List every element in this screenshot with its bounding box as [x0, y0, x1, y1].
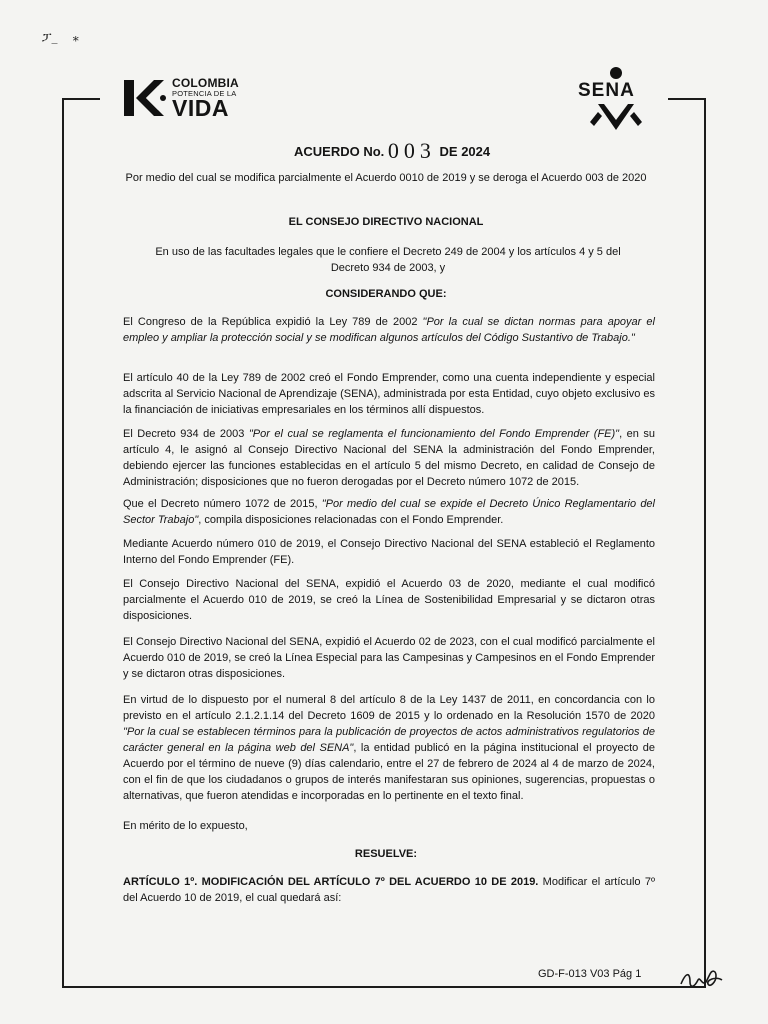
- frame-line: [704, 98, 706, 988]
- paragraph-7: El Consejo Directivo Nacional del SENA, expidió el Acuerdo 02 de 2023, con el cual modificó parcialmente el Acuerdo 010 de 2019, se creó la Línea Especial para las Campesinas y Campesinos en el Fondo Emprender y se dictaron otras disposiciones.: [123, 636, 655, 680]
- logo-text-line2: POTENCIA DE LA: [172, 89, 237, 98]
- paragraph-1: [123, 314, 655, 346]
- colombia-logo: [122, 74, 272, 124]
- footer-code: GD-F-013 V03 Pág 1: [538, 968, 642, 980]
- logo-text-line3: VIDA: [172, 95, 229, 121]
- paragraph-4: [123, 496, 655, 528]
- paragraph-5: Mediante Acuerdo número 010 de 2019, el Consejo Directivo Nacional del SENA estableció el Reglamento Interno del Fondo Emprender (FE).: [123, 538, 655, 566]
- paragraph-3: [123, 426, 655, 490]
- scan-artifact: ፓ_ ⁎: [42, 30, 79, 44]
- resuelve-heading: RESUELVE:: [354, 848, 418, 860]
- paragraph-1-quote: "Por la cual se dictan normas para apoyar el empleo y ampliar la protección social y se modifican algunos artículos del Código Sustantivo de Trabajo.": [123, 316, 655, 344]
- logo-text-line1: COLOMBIA: [172, 76, 239, 90]
- paragraph-8-text: En virtud de lo dispuesto por el numeral 8 del artículo 8 de la Ley 1437 de 2011, en concordancia con lo previsto en el artículo 2.1.2.1.14 del Decreto 1609 de 2015 y lo ordenado en la Resolución 1570 de 2020: [123, 694, 655, 722]
- paragraph-4-quote: "Por medio del cual se expide el Decreto Único Reglamentario del Sector Trabajo": [123, 498, 655, 526]
- paragraph-8-rest: , la entidad publicó en la página institucional el proyecto de Acuerdo por el término de nueve (9) días calendario, entre el 27 de febrero de 2024 al 4 de marzo de 2024, con el fin de que los ciudadanos o grupos de interés manifestaran sus opiniones, sugerencias, propuestas o alternativas, que fueron atendidas e incorporadas en lo pertinente en el texto final.: [123, 742, 655, 802]
- colombia-logo-icon: [122, 76, 168, 120]
- paragraph-3-text: El Decreto 934 de 2003: [123, 428, 249, 440]
- frame-line: [62, 98, 64, 988]
- paragraph-6: El Consejo Directivo Nacional del SENA, expidió el Acuerdo 03 de 2020, mediante el cual modificó parcialmente el Acuerdo 010 de 2019, se creó la Línea de Sostenibilidad Empresarial y se dictaron otras disposiciones.: [123, 578, 655, 622]
- signature-icon: [678, 966, 726, 992]
- paragraph-2: El artículo 40 de la Ley 789 de 2002 creó el Fondo Emprender, como una cuenta independiente y especial adscrita al Servicio Nacional de Aprendizaje (SENA), administrada por esta Entidad, cuyo objeto exclusivo es la financiación de iniciativas empresariales en los términos allí dispuestos.: [123, 372, 655, 416]
- frame-line: [62, 986, 706, 988]
- article-1: [123, 874, 655, 906]
- document-subtitle: Por medio del cual se modifica parcialmente el Acuerdo 0010 de 2019 y se deroga el Acuerdo 003 de 2020: [125, 172, 647, 184]
- title-prefix: ACUERDO No.: [294, 144, 385, 159]
- paragraph-9: En mérito de lo expuesto,: [123, 820, 248, 832]
- sena-logo-text: SENA: [578, 80, 635, 101]
- considerando-heading: CONSIDERANDO QUE:: [325, 288, 447, 300]
- paragraph-3-quote: "Por el cual se reglamenta el funcionamiento del Fondo Emprender (FE)": [248, 428, 620, 440]
- paragraph-3-rest: , en su artículo 4, le asignó al Consejo Directivo Nacional del SENA la administración del Fondo Emprender, debiendo ejercer las funciones establecidas en el artículo 5 del mismo Decreto, en calidad de Consejo de Administración; disposiciones que no fueron derogadas por el Decreto número 1072 de 2015.: [123, 428, 655, 488]
- acuerdo-number: 003: [387, 138, 436, 163]
- frame-line: [62, 98, 100, 100]
- document-title: [294, 138, 490, 164]
- article-1-text: Modificar el artículo 7º del Acuerdo 10 de 2019, el cual quedará así:: [123, 876, 655, 904]
- council-heading: EL CONSEJO DIRECTIVO NACIONAL: [288, 216, 484, 228]
- sena-logo: [576, 64, 656, 136]
- authority-statement: En uso de las facultades legales que le confiere el Decreto 249 de 2004 y los artículos 4 y 5 del Decreto 934 de 2003, y: [155, 246, 621, 274]
- paragraph-8-quote: "Por la cual se establecen términos para la publicación de proyectos de actos administrativos regulatorios de carácter general en la página web del SENA": [123, 726, 655, 754]
- title-suffix: DE 2024: [439, 144, 491, 159]
- paragraph-4-rest: , compila disposiciones relacionadas con el Fondo Emprender.: [198, 514, 504, 526]
- article-1-title: ARTÍCULO 1º. MODIFICACIÓN DEL ARTÍCULO 7º DEL ACUERDO 10 DE 2019.: [123, 876, 539, 888]
- paragraph-4-text: Que el Decreto número 1072 de 2015,: [123, 498, 322, 510]
- paragraph-8: [123, 692, 655, 804]
- frame-line: [668, 98, 706, 100]
- paragraph-1-text: El Congreso de la República expidió la Ley 789 de 2002: [123, 316, 423, 328]
